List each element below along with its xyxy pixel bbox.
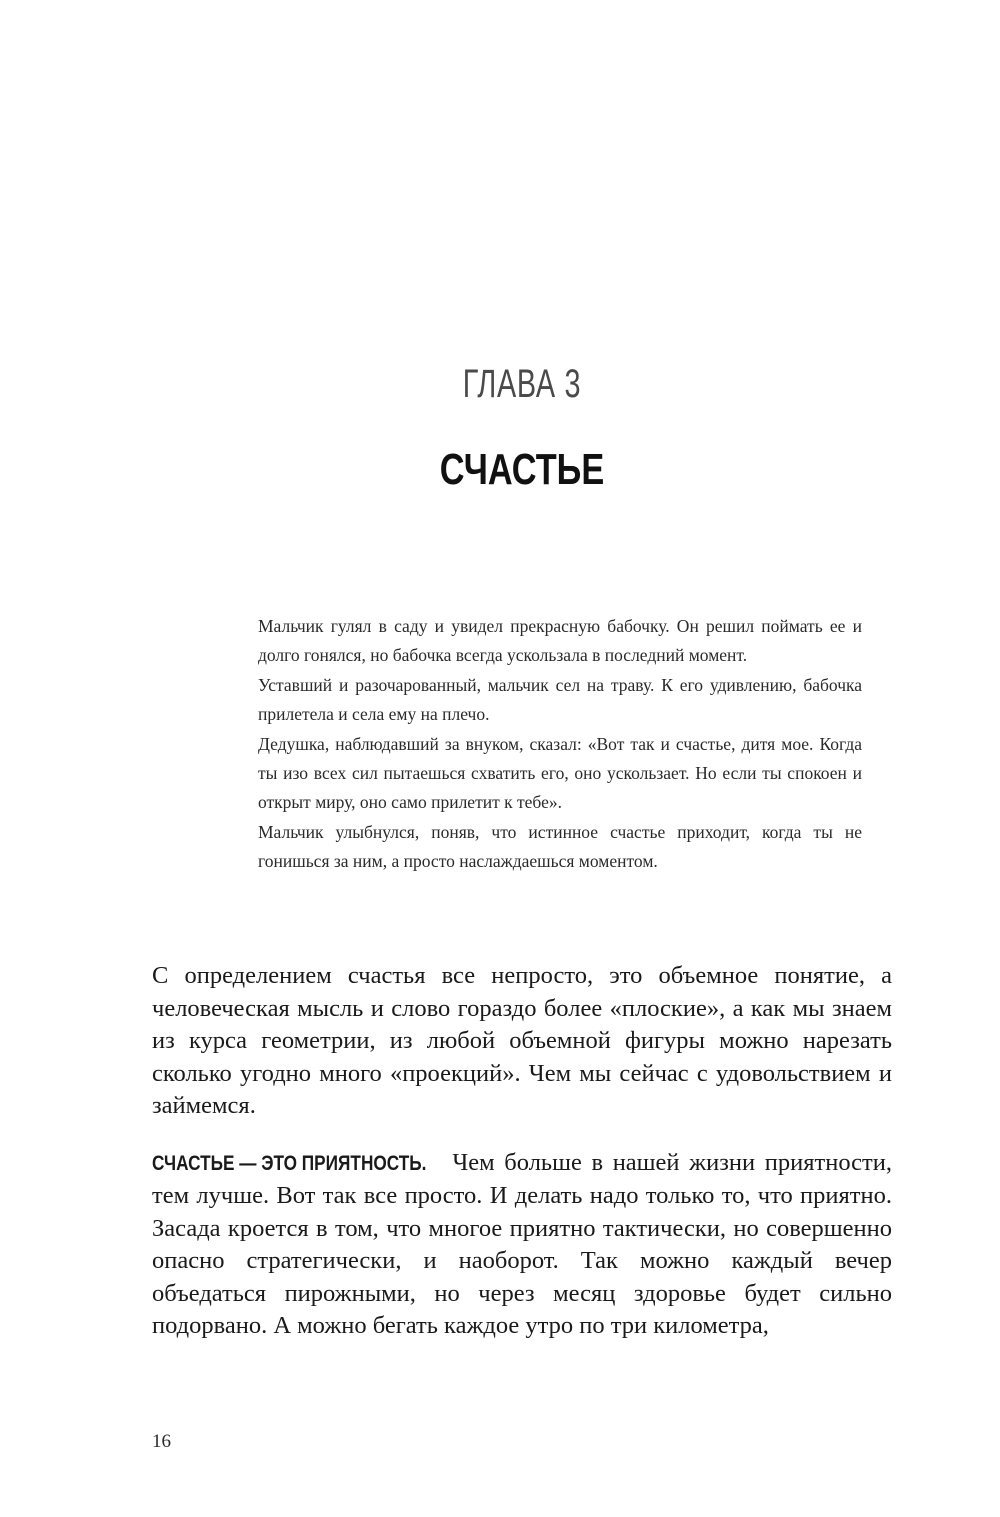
body-paragraph-2 bbox=[152, 1147, 892, 1343]
epigraph bbox=[258, 612, 862, 877]
epigraph-paragraph: Уставший и разочарованный, мальчик сел на траву. К его удивлению, бабочка прилетела и села ему на плечо. bbox=[258, 674, 862, 725]
chapter-label: ГЛАВА 3 bbox=[462, 362, 582, 406]
body-paragraph-2-text: Чем больше в нашей жизни приятности, тем лучше. Вот так все просто. И делать надо только то, что приятно. Засада кроется в том, что многое приятно тактически, но совершенно опасно стратегически, и наоборот. Так можно каждый вечер объедаться пирожными, но через месяц здоровье будет сильно подорвано. А можно бегать каждое утро по три километра, bbox=[152, 1148, 892, 1339]
chapter-title: СЧАСТЬЕ bbox=[439, 445, 605, 494]
body-paragraph-1: С определением счастья все непросто, это объемное понятие, а человеческая мысль и слово гораздо более «плоские», а как мы знаем из курса геометрии, из любой объемной фигуры можно нарезать сколько угодно много «проекций». Чем мы сейчас с удовольствием и займемся. bbox=[152, 962, 892, 1119]
page-number: 16 bbox=[152, 1431, 171, 1452]
lead-in-heading: СЧАСТЬЕ — ЭТО ПРИЯТНОСТЬ. bbox=[152, 1151, 427, 1175]
body-text bbox=[152, 960, 892, 1367]
epigraph-paragraph: Мальчик улыбнулся, поняв, что истинное счастье приходит, когда ты не гонишься за ним, а просто наслаждаешься моментом. bbox=[258, 821, 862, 872]
epigraph-paragraph: Дедушка, наблюдавший за внуком, сказал: «Вот так и счастье, дитя мое. Когда ты изо всех сил пытаешься схватить его, оно ускользает. Но если ты спокоен и открыт миру, оно само прилетит к тебе». bbox=[258, 733, 862, 813]
epigraph-paragraph: Мальчик гулял в саду и увидел прекрасную бабочку. Он решил поймать ее и долго гонялся, но бабочка всегда ускользала в последний момент. bbox=[258, 616, 862, 666]
